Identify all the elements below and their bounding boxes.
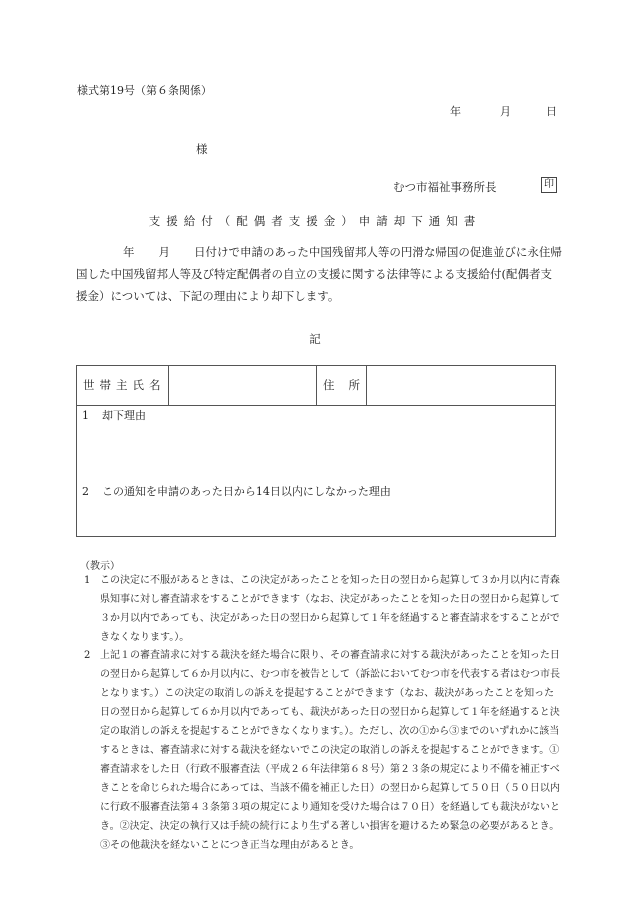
body-year-label: 年 — [123, 245, 135, 259]
reason-1-number: 1 — [82, 409, 89, 422]
rejection-reason-label — [82, 407, 146, 423]
reason-2-number: 2 — [82, 485, 89, 498]
notice-heading: （教示） — [80, 561, 120, 572]
address-label — [317, 366, 367, 405]
body-text: 日付けで申請のあった中国残留邦人等の円滑な帰国の促進並びに永住帰国した中国残留邦人等及び特定配偶者の自立の支援に関する法律等による支援給付(配偶者支援金）については、下記の理由により却下します。 — [76, 245, 562, 303]
form-number: 様式第19号（第６条関係） — [77, 84, 212, 97]
address-label-part-1: 住 — [323, 378, 335, 392]
body-paragraph — [76, 241, 562, 307]
notice-item — [84, 646, 560, 855]
recipient-suffix: 様 — [196, 142, 208, 156]
notice-item-number: 2 — [84, 650, 91, 661]
reason-1-text: 却下理由 — [102, 409, 146, 422]
address-field[interactable] — [367, 366, 555, 405]
notice-item-text: この決定に不服があるときは、この決定があったことを知った日の翌日から起算して３か月以内に青森県知事に対し審査請求をすることができます（なお、決定があったことを知った日の翌日から起算して３か月以内であっても、決定があった日の翌日から起算して１年を経過すると審査請求をすることができなくなります。）。 — [100, 575, 560, 643]
table-row-household — [77, 366, 555, 406]
address-label-part-2: 所 — [348, 378, 360, 392]
notice-item-text: 上記１の審査請求に対する裁決を経た場合に限り、その審査請求に対する裁決があったことを知った日の翌日から起算して６か月以内に、むつ市を被告として（訴訟においてむつ市を代表する者はむつ市長となります。）この決定の取消しの訴えを提起することができます（なお、裁決があったことを知った日の翌日から起算して６か月以内であっても、裁決があった日の翌日から起算して１年を経過すると決定の取消しの訴えを提起することができなくなります。）。ただし、次の①から③までのいずれかに該当するときは、審査請求に対する裁決を経ないでこの決定の取消しの訴えを提起することができます。①審査請求をした日（行政不服審査法（平成２６年法律第６８号）第２３条の規定により不備を補正すべきことを命じられた場合にあっては、当該不備を補正した日）の翌日から起算して５０日（５０日以内に行政不服審査法第４３条第３項の規定により通知を受けた場合は７０日）を経過しても裁決がないとき。②決定、決定の執行又は手続の続行により生ずる著しい損害を避けるため緊急の必要があるとき。③その他裁決を経ないことにつき正当な理由があるとき。 — [100, 650, 560, 851]
head-of-household-field[interactable] — [169, 366, 317, 405]
delay-reason-label — [82, 483, 391, 499]
notice-item — [84, 571, 560, 647]
document-title: 支援給付（配偶者支援金）申請却下通知書 — [148, 214, 482, 228]
body-month-label: 月 — [158, 245, 170, 259]
seal-mark: 印 — [541, 177, 557, 193]
date-day-label: 日 — [546, 105, 557, 118]
date-month-label: 月 — [500, 105, 511, 118]
date-year-label: 年 — [450, 105, 461, 118]
issuer-name: むつ市福祉事務所長 — [393, 180, 497, 194]
notice-item-number: 1 — [84, 575, 91, 586]
record-mark: 記 — [309, 332, 321, 346]
details-table — [76, 365, 556, 537]
head-of-household-label: 世帯主氏名 — [77, 366, 169, 405]
reason-2-text: この通知を申請のあった日から14日以内にしなかった理由 — [102, 485, 391, 498]
